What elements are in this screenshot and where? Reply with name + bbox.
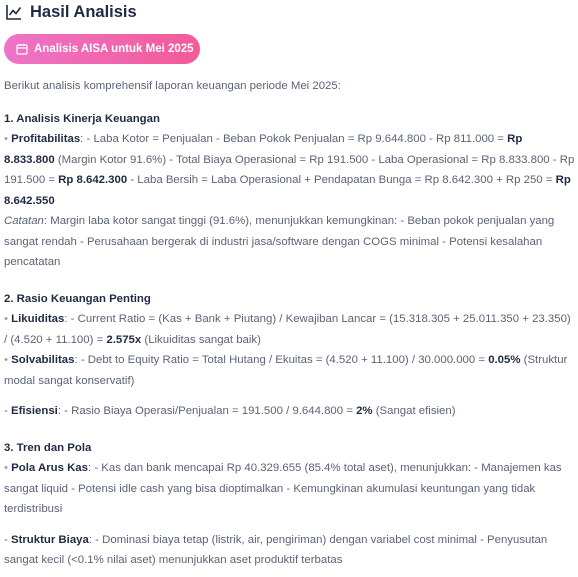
analysis-content bbox=[4, 76, 576, 577]
calendar-icon bbox=[16, 43, 28, 55]
solvency-paragraph: • Solvabilitas: - Debt to Equity Ratio = Total Hutang / Ekuitas = (4.520 + 11.100) / 30.000.000 = 0.05% (Struktur modal sangat konservatif) bbox=[4, 354, 568, 387]
page-title: Hasil Analisis bbox=[30, 2, 137, 21]
profitability-paragraph: • Profitabilitas: - Laba Kotor = Penjualan - Beban Pokok Penjualan = Rp 9.644.800 - Rp 811.000 = Rp 8.833.800 (Margin Kotor 91.6%) - Total Biaya Operasional = Rp 191.500 - Laba Operasional = Rp 8.833.800 - Rp 191.500 = Rp 8.642.300 - Laba Bersih = Laba Operasional + Pendapatan Bunga = Rp 8.642.300 + Rp 250 = Rp 8.642.550 bbox=[4, 133, 575, 207]
cashflow-paragraph: • Pola Arus Kas: - Kas dan bank mencapai Rp 40.329.655 (85.4% total aset), menunjukkan: - Manajemen kas sangat liquid - Potensi idle cash yang bisa dioptimalkan - Kemungkinan akumulasi keuntungan yang tidak terdistribusi bbox=[4, 462, 562, 515]
results-header bbox=[6, 2, 137, 22]
trend-chart-icon bbox=[6, 4, 22, 20]
section-trends bbox=[4, 438, 576, 571]
bullet-icon: • bbox=[4, 462, 8, 474]
intro-text: Berikut analisis komprehensif laporan keuangan periode Mei 2025: bbox=[4, 80, 341, 92]
note-paragraph: Catatan: Margin laba kotor sangat tinggi (91.6%), menunjukkan kemungkinan: - Beban pokok penjualan yang sangat rendah - Perusahaan bergerak di industri jasa/software dengan COGS minimal - Potensi kesalahan pencatatan bbox=[4, 215, 555, 268]
cost-structure-paragraph: - Struktur Biaya: - Dominasi biaya tetap (listrik, air, pengiriman) dengan variabel cost minimal - Penyusutan sangat kecil (<0.1% nilai aset) menunjukkan aset produktif terbatas bbox=[4, 533, 548, 566]
bullet-label: Efisiensi bbox=[10, 405, 58, 417]
bullet-icon: • bbox=[4, 354, 8, 366]
bullet-label: Profitabilitas bbox=[11, 133, 81, 145]
section-title: 1. Analisis Kinerja Keuangan bbox=[4, 112, 160, 125]
analysis-period-button[interactable] bbox=[4, 34, 200, 64]
liquidity-paragraph: • Likuiditas: - Current Ratio = (Kas + Bank + Piutang) / Kewajiban Lancar = (15.318.305 + 25.011.350 + 23.350) / (4.520 + 11.100) = 2.575x (Likuiditas sangat baik) bbox=[4, 313, 571, 346]
analysis-period-label: Analisis AISA untuk Mei 2025 bbox=[34, 43, 194, 55]
section-key-ratios bbox=[4, 289, 576, 422]
bullet-label: Pola Arus Kas bbox=[11, 462, 88, 474]
bullet-label: Struktur Biaya bbox=[10, 533, 89, 546]
bullet-label: Likuiditas bbox=[11, 313, 65, 325]
bullet-label: Solvabilitas bbox=[11, 354, 75, 366]
section-title: 2. Rasio Keuangan Penting bbox=[4, 292, 151, 305]
note-label: Catatan bbox=[4, 215, 44, 227]
bullet-icon: • bbox=[4, 313, 8, 325]
section-title: 3. Tren dan Pola bbox=[4, 441, 92, 454]
efficiency-paragraph: - Efisiensi: - Rasio Biaya Operasi/Penjualan = 191.500 / 9.644.800 = 2% (Sangat efisien) bbox=[4, 405, 456, 417]
section-financial-performance bbox=[4, 109, 576, 273]
bullet-icon: • bbox=[4, 133, 8, 145]
